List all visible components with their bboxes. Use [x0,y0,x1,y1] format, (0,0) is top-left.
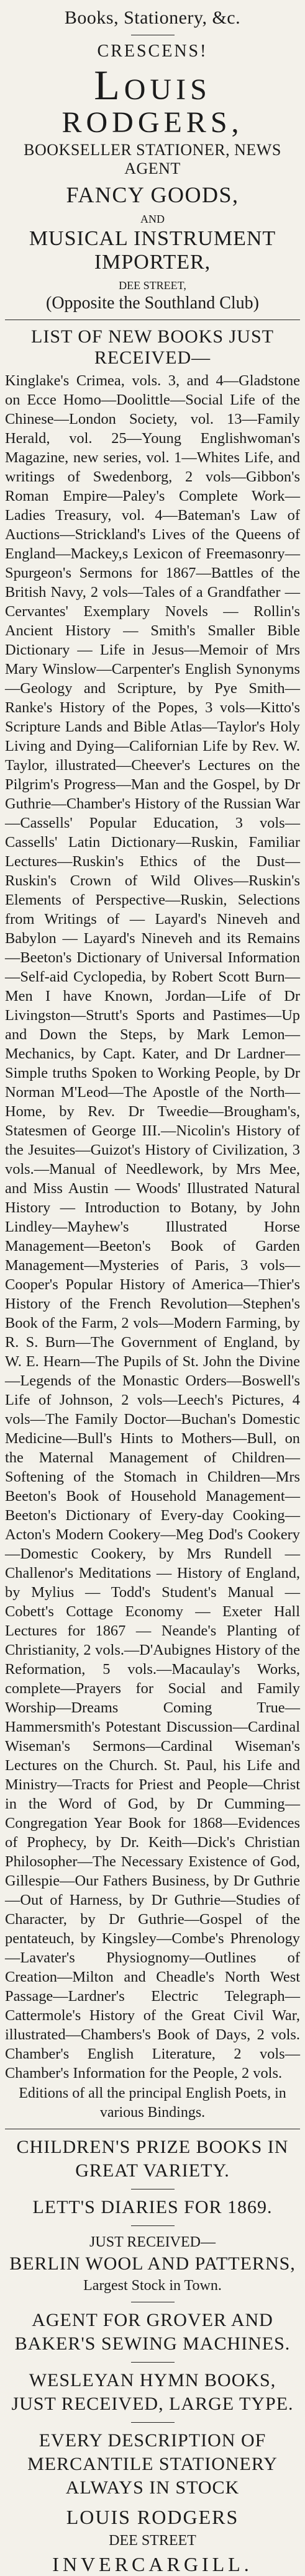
editions-note: Editions of all the principal English Poets, in various Bindings. [19,2085,286,2121]
crescens-title: CRESCENS! [97,42,208,61]
name-initial: L [94,61,124,109]
stationery-notice: EVERY DESCRIPTION OF MERCANTILE STATIONERY ALWAYS IN STOCK [27,2430,278,2498]
street-line: DEE STREET, [119,279,186,292]
hymn-books-notice: WESLEYAN HYMN BOOKS, JUST RECEIVED, LARGE TYPE. [11,2369,294,2414]
divider [131,2362,175,2363]
divider [131,2225,175,2226]
name-rest: OUIS RODGERS, [61,73,244,139]
book-list-body: Kinglake's Crimea, vols. 3, and 4—Gladstone on Ecce Homo—Doolittle—Social Life of the Chinese—London Society, vol. 13—Family Herald, vol. 25—Young Englishwoman's Magazine, new series, vol. 1—Whites Life, and writings of Swedenborg, 2 vols—Gibbon's Roman Empire—Paley's Complete Work—Ladies Treasury, vol. 4—Bateman's Law of Auctions—Strickland's Lives of the Queens of England—Mackey,s Lexicon of Freemasonry—Spurgeon's Sermons for 1867—Battles of the British Navy, 2 vols—Tales of a Grandfather — Cervantes' Exemplary Novels — Rollin's Ancient History — Smith's Smaller Bible Dictionary — Life in Jesus—Memoir of Mrs Mary Winslow—Carpenter's English Synonyms—Geology and Scripture, by Pye Smith—Ranke's History of the Popes, 3 vols—Kitto's Scripture Lands and Bible Atlas—Taylor's Holy Living and Dying—Californian Life by Rev. W. Taylor, illustrated—Cheever's Lectures on the Pilgrim's Progress—Man and the Gospel, by Dr Guthrie—Chamber's History of the Russian War—Cassells' Popular Education, 3 vols—Cassells' Latin Dictionary—Ruskin, Familiar Lectures—Ruskin's Ethics of the Dust—Ruskin's Crown of Wild Olives—Ruskin's Elements of Perspective—Ruskin, Selections from Writings of — Layard's Nineveh and Babylon — Layard's Nineveh and its Remains—Beeton's Dictionary of Universal Information—Self-aid Cyclopedia, by Robert Scott Burn—Men I have Known, Jordan—Life of Dr Livingston—Strutt's Sports and Pastimes—Up and Down the Steps, by Mark Lemon—Mechanics, by Capt. Kater, and Dr Lardner—Simple truths Spoken to Working People, by Dr Norman M'Leod—The Apostle of the North—Home, by Rev. Dr Tweedie—Brougham's, Statesmen of George III.—Nicolin's History of the Jesuites—Guizot's History of Civilization, 3 vols.—Manual of Needlework, by Mrs Mee, and Miss Austin — Woods' Illustrated Natural History — Introduction to Botany, by John Lindley—Mayhew's Illustrated Horse Management—Beeton's Book of Garden Management—Mysteries of Paris, 3 vols—Cooper's Popular History of America—Thier's History of the French Revolution—Stephen's Book of the Farm, 2 vols—Modern Farming, by R. S. Burn—The Government of England, by W. E. Hearn—The Pupils of St. John the Divine—Legends of the Monastic Orders—Boswell's Life of Johnson, 2 vols—Leech's Pictures, 4 vols—The Family Doctor—Buchan's Domestic Medicine—Bull's Hints to Mothers—Bull, on the Maternal Management of Children—Softening of the Stomach in Children—Mrs Beeton's Book of Household Management—Beeton's Dictionary of Every-day Cooking—Acton's Modern Cookery—Meg Dod's Cookery—Domestic Cookery, by Mrs Rundell — Challenor's Meditations — History of England, by Mylius — Todd's Student's Manual — Cobett's Cottage Economy — Exeter Hall Lectures for 1867 — Neande's Planting of Christianity, 2 vols.—D'Aubignes History of the Reformation, 5 vols.—Macaulay's Works, complete—Prayers for Social and Family Worship—Dreams Coming True—Hammersmith's Potestant Discussion—Cardinal Wiseman's Sermons—Cardinal Wiseman's Lectures on the Church. St. Paul, his Life and Ministry—Tracts for Priest and People—Christ in the Word of God, by Dr Cumming—Congregation Year Book for 1868—Evidences of Prophecy, by Dr. Keith—Dick's Christian Philosopher—The Necessary Existence of God, Gillespie—Our Fathers Business, by Dr Guthrie—Out of Harness, by Dr Guthrie—Studies of Character, by Dr Guthrie—Gospel of the pentateuch, by Kingsley—Combe's Phrenology—Lavater's Physiognomy—Outlines of Creation—Milton and Cheadle's North West Passage—Lardner's Electric Telegraph—Cattermole's History of the Great Civil War, illustrated—Chambers's Book of Days, 2 vols. Chamber's English Literature, 2 vols—Chamber's Information for the People, 2 vols. [5,372,300,2082]
divider [131,2422,175,2423]
section-heading: Books, Stationery, &c. [64,7,241,28]
signature-town: INVERCARGILL. [52,2552,253,2575]
and-line: AND [140,212,165,225]
largest-stock-label: Largest Stock in Town. [83,2277,222,2294]
book-list-title: LIST OF NEW BOOKS JUST RECEIVED— [31,326,274,368]
opposite-line: (Opposite the Southland Club) [46,293,259,313]
just-received-label: JUST RECEIVED— [89,2234,216,2250]
letts-diaries-notice: LETT'S DIARIES FOR 1869. [32,2196,273,2217]
signature-name: LOUIS RODGERS [66,2505,239,2528]
signature-street: DEE STREET [109,2532,196,2549]
berlin-wool-notice: BERLIN WOOL AND PATTERNS, [9,2253,296,2274]
musical-line: MUSICAL INSTRUMENT IMPORTER, [29,226,276,274]
fancy-goods-line: FANCY GOODS, [66,182,239,207]
childrens-books-notice: CHILDREN'S PRIZE BOOKS IN GREAT VARIETY. [16,2136,289,2181]
bookseller-line: BOOKSELLER STATIONER, NEWS AGENT [24,140,281,177]
sewing-machines-notice: AGENT FOR GROVER AND BAKER'S SEWING MACHINES. [14,2309,291,2354]
business-name [5,61,300,140]
